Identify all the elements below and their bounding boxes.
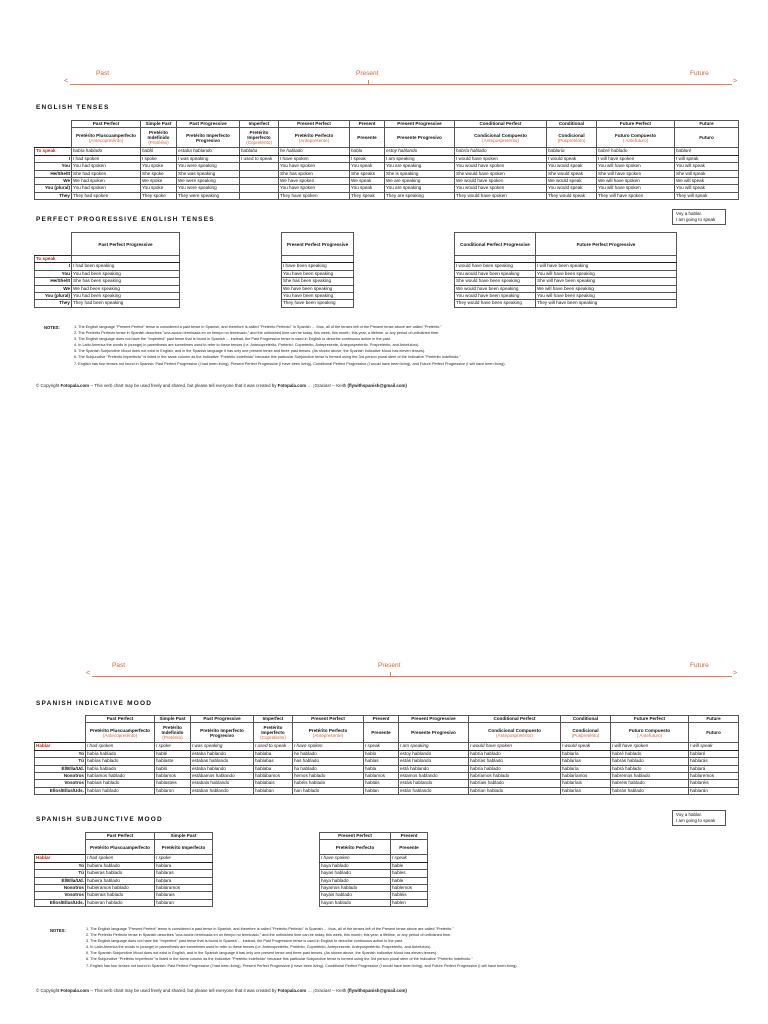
table-row: They They had been speaking They have been speaking They would have been speaking They will have been speaking <box>35 300 677 307</box>
col-header: Present Perfect Progressive <box>282 233 354 256</box>
english-infinitive-row: To speak había hablado habló estaba hablando hablaba he hablado habla estoy hablando habría hablado hablaría habré hablado hablaré <box>35 148 739 155</box>
table-row: Tú hubieras hablado hablaras hayas hablado hables <box>35 870 428 877</box>
col-header: Past Perfect Progressive <box>72 233 180 256</box>
col-header: Imperfect <box>254 716 293 723</box>
table-row: Tú habías hablado hablaste estabas hablando hablabas has hablado hablas estás hablando habrías hablado hablarías habrás hablado hablarás <box>35 758 739 765</box>
col-subheader: Pretérito Imperfecto Progresivo <box>177 128 240 148</box>
col-subheader: Pretérito Perfecto <box>320 840 391 855</box>
col-header: Past Perfect <box>86 716 155 723</box>
note-item: 2. The Pretérito Perfecto tense in Spanish describes "una acción terminada en un tiempo no terminado," and the unfinished time can be today, this week, this month, this year, a lifetime, or any period of unfinished time. <box>86 933 452 938</box>
timeline-line <box>70 84 732 85</box>
col-header: Present Progressive <box>399 716 469 723</box>
table-row: Nosotros hubiéramos hablado habláramos hayamos hablado hablemos <box>35 885 428 892</box>
col-subheader: Condicional (Pospretérito) <box>547 128 597 148</box>
col-header: Future Perfect <box>611 716 689 723</box>
col-header: Past Perfect <box>72 121 141 128</box>
col-header: Present Perfect <box>320 833 391 840</box>
progressive-tenses-title: PERFECT PROGRESSIVE ENGLISH TENSES <box>36 216 215 223</box>
timeline-future-label: Future <box>690 662 709 669</box>
table-row: He/She/It She has been speaking She has been speaking She would have been speaking She will have been speaking <box>35 278 677 285</box>
col-subheader: Pretérito Imperfecto (Copretérito) <box>254 723 293 743</box>
col-subheader: Futuro <box>675 128 739 148</box>
timeline-left-arrow: < <box>64 78 69 85</box>
table-row: Yo hubiera hablado hablara haya hablado hable <box>35 862 428 869</box>
col-header: Imperfect <box>240 121 279 128</box>
spanish-subjunctive-table <box>34 832 428 907</box>
col-header: Conditional <box>547 121 597 128</box>
col-subheader: Pretérito Indefinido (Pretérito) <box>141 128 177 148</box>
table-row: You You had been speaking You have been speaking You would have been speaking You will have been speaking <box>35 270 677 277</box>
col-subheader: Presente Progresivo <box>385 128 455 148</box>
note-item: 7. English has four tenses not found in Spanish: Past Perfect Progressive (I had been living), Present Perfect Progressive (I have been living), Conditional Perfect Progressive (I would have been living), and Future Perfect Progressive (I will have been living). <box>86 963 518 968</box>
copyright-line: © Copyright Fotopala.com -- This verb chart may be used freely and shared, but please tell everyone that it was created by Fotopala.com … ¡Gracias! -- Keith (flywithspanish@gmail.com) <box>36 383 407 388</box>
table-row: I I had spoken I spoke I was speaking I used to speak I have spoken I speak I am speaking I would have spoken I would speak I will have spoken I will speak <box>35 155 739 162</box>
timeline-present-tick <box>390 672 391 677</box>
col-subheader: Condicional Compuesto (Antepospretérito) <box>469 723 561 743</box>
note-item: 1. The English language "Present Perfect" tense is considered a past tense in Spanish, and therefore is called "Pretérito Perfecto" in Spanish … thus, all of the tenses left of the Present tense above are called "Pretérito." <box>74 325 442 329</box>
timeline-future-label: Future <box>690 70 709 77</box>
spanish-indicative-table <box>34 715 739 795</box>
note-item: 4. In Latin America the words in (orange) in parenthesis are sometimes used to refer to these tenses (i.e. Antecopretérito, Pretérito, Copretérito, Antepresente, Antepospretérito, Pospretérito, and Antefuturo). <box>74 343 420 348</box>
col-header: Future Perfect <box>597 121 675 128</box>
col-subheader: Pretérito Pluscuamperfecto <box>86 840 155 855</box>
timeline-present-label: Present <box>356 70 379 77</box>
col-subheader: Futuro <box>689 723 739 743</box>
note-item: 3. The English language does not have the "Imperfect" past tense that is found in Spanish … instead, the Past Progressive tense is used in English to describe continuous action in the past. <box>74 337 391 342</box>
notes-list <box>74 324 744 367</box>
col-subheader: Presente <box>364 723 399 743</box>
col-header: Simple Past <box>155 716 191 723</box>
table-row: They They had spoken They spoke They were speaking They have spoken They speak They are speaking They would have spoken They would speak They will have spoken They will speak <box>35 192 739 199</box>
note-item: 3. The English language does not have the "Imperfect" past tense that is found in Spanish … instead, the Past Progressive tense is used in English to describe continuous action in the past. <box>86 939 403 944</box>
timeline-present-tick <box>368 80 369 85</box>
copyright-icon: © <box>36 383 40 388</box>
english-tenses-title: ENGLISH TENSES <box>36 104 110 111</box>
table-row: He/She/It She had spoken She spoke She was speaking She has spoken She speaks She is speaking She would have spoken She would speak She will have spoken She will speak <box>35 170 739 177</box>
note-item: 5. The Spanish Subjunctive Mood does not exist in English, and in the Spanish language it has only one present tense and three past tenses. (As shown above, the Spanish Indicative Mood has eleven tenses). <box>86 951 438 956</box>
timeline-past-label: Past <box>112 662 126 669</box>
col-header: Present <box>391 833 428 840</box>
notes-list <box>86 926 746 969</box>
col-header: Future <box>689 716 739 723</box>
col-subheader: Pretérito Perfecto (Antepresente) <box>279 128 350 148</box>
col-subheader: Pretérito Imperfecto (Copretérito) <box>240 128 279 148</box>
note-item: 5. The Spanish Subjunctive Mood does not exist in English, and in the Spanish language it has only one present tense and three past tenses. (As shown above, the Spanish Indicative Mood has eleven tenses). <box>74 349 426 354</box>
col-header: Present Perfect <box>293 716 364 723</box>
spanish-subheader-row <box>35 723 739 743</box>
table-row: Vosotros habíais hablado hablasteis estabais hablando hablabais habéis hablado habláis estáis hablando habríais hablado hablaríais habréis hablado hablaréis <box>35 780 739 787</box>
timeline-past-label: Past <box>96 70 110 77</box>
notes-label: NOTES: <box>50 928 66 933</box>
col-subheader: Pretérito Perfecto (Antepresente) <box>293 723 364 743</box>
infinitive-label: To speak <box>35 148 72 155</box>
col-subheader: Presente <box>350 128 385 148</box>
timeline-right-arrow: > <box>733 670 738 677</box>
col-header: Conditional Perfect <box>455 121 547 128</box>
timeline-line <box>92 676 732 677</box>
note-item: 1. The English language "Present Perfect" tense is considered a past tense in Spanish, and therefore is called "Pretérito Perfecto" in Spanish … thus, all of the tenses left of the Present tense above are called "Pretérito." <box>86 927 454 931</box>
table-row: We We had spoken We spoke We were speaking We have spoken We speak We are speaking We would have spoken We would speak We will have spoken We will speak <box>35 178 739 185</box>
col-subheader: Condicional Compuesto (Antepospretérito) <box>455 128 547 148</box>
col-header: Present <box>350 121 385 128</box>
col-header: Conditional Perfect Progressive <box>455 233 536 256</box>
copyright-line: © Copyright Fotopala.com -- This verb chart may be used freely and shared, but please tell everyone that it was created by Fotopala.com … ¡Gracias! -- Keith (flywithspanish@gmail.com) <box>36 988 407 993</box>
note-item: 4. In Latin America the words in (orange) in parenthesis are sometimes used to refer to these tenses (i.e. Antecopretérito, Pretérito, Copretérito, Antepresente, Antepospretérito, Pospretérito, and Antefuturo). <box>86 945 432 950</box>
col-subheader: Presente <box>391 840 428 855</box>
subjunctive-infinitive-row: Hablar I had spoken I spoke I have spoken I speak <box>35 855 428 862</box>
progressive-header-row <box>35 233 677 256</box>
table-row: Él/Ella/Ud. había hablado habló estaba hablando hablaba ha hablado habla está hablando habría hablado hablaría habrá hablado hablará <box>35 765 739 772</box>
col-header: Past Perfect <box>86 833 155 840</box>
subjunctive-subheader-row <box>35 840 428 855</box>
col-subheader: Pretérito Imperfecto Progresivo <box>191 723 254 743</box>
table-row: Nosotros habíamos hablado hablamos estábamos hablando hablábamos hemos hablado hablamos estamos hablando habríamos hablado hablaríamos habremos hablado hablaremos <box>35 773 739 780</box>
col-header: Present <box>364 716 399 723</box>
col-header: Future <box>675 121 739 128</box>
timeline-left-arrow: < <box>86 670 91 677</box>
note-item: 6. The Subjunctive "Pretérito Imperfecto" is listed in the same column as the Indicative "Pretérito Indefinido" because this particular Subjunctive tense is formed using the 3rd person plural stem of the Indicative "Pretérito Indefinido." <box>86 957 473 962</box>
spanish-indicative-title: SPANISH INDICATIVE MOOD <box>36 700 153 707</box>
voy-a-hablar-box: Voy a hablar. I am going to speak <box>672 810 726 826</box>
english-tenses-table <box>34 120 739 200</box>
col-header: Simple Past <box>141 121 177 128</box>
table-row: I I had been speaking I have been speaking I would have been speaking I will have been speaking <box>35 263 677 270</box>
timeline-right-arrow: > <box>733 78 738 85</box>
table-row: You (plural) You had been speaking You have been speaking You would have been speaking You will have been speaking <box>35 293 677 300</box>
col-subheader: Pretérito Pluscuamperfecto (Antecopretérito) <box>72 128 141 148</box>
english-subheader-row <box>35 128 739 148</box>
note-item: 6. The Subjunctive "Pretérito Imperfecto" is listed in the same column as the Indicative "Pretérito Indefinido" because this particular Subjunctive tense is formed using the 3rd person plural stem of the Indicative "Pretérito Indefinido." <box>74 355 461 360</box>
col-header: Future Perfect Progressive <box>536 233 677 256</box>
voy-a-hablar-box: Voy a hablar. I am going to speak <box>672 209 726 225</box>
table-row: Vosotros hubierais hablado hablarais hayáis hablado habléis <box>35 892 428 899</box>
col-subheader: Pretérito Indefinido (Pretérito) <box>155 723 191 743</box>
col-header: Conditional <box>561 716 611 723</box>
table-row: Ellos/Ellas/Uds. hubieran hablado hablaran hayan hablado hablen <box>35 899 428 906</box>
timeline-present-label: Present <box>378 662 401 669</box>
col-header: Simple Past <box>155 833 213 840</box>
spanish-header-row <box>35 716 739 723</box>
col-subheader: Futuro Compuesto ( Antefuturo) <box>611 723 689 743</box>
table-row: We We had been speaking We have been speaking We would have been speaking We will have been speaking <box>35 285 677 292</box>
table-row: Yo había hablado hablé estaba hablando hablaba he hablado hablo estoy hablando habría hablado hablaría habré hablado hablaré <box>35 750 739 757</box>
col-subheader: Pretérito Pluscuamperfecto (Antecopretérito) <box>86 723 155 743</box>
note-item: 7. English has four tenses not found in Spanish: Past Perfect Progressive (I had been living), Present Perfect Progressive (I have been living), Conditional Perfect Progressive (I would have been living), and Future Perfect Progressive (I will have been living). <box>74 361 506 366</box>
note-item: 2. The Pretérito Perfecto tense in Spanish describes "una acción terminada en un tiempo no terminado," and the unfinished time can be today, this week, this month, this year, a lifetime, or any period of unfinished time. <box>74 331 440 336</box>
table-row: Ellos/Ellas/Uds. habían hablado hablaron estaban hablando hablaban han hablado hablan están hablando habrían hablado hablarían habrán hablado hablarán <box>35 787 739 794</box>
col-subheader: Presente Progresivo <box>399 723 469 743</box>
col-header: Past Progressive <box>191 716 254 723</box>
table-row: You You had spoken You spoke You were speaking You have spoken You speak You are speaking You would have spoken You would speak You will have spoken You will speak <box>35 163 739 170</box>
col-header: Conditional Perfect <box>469 716 561 723</box>
progressive-tenses-table <box>34 232 677 308</box>
copyright-icon: © <box>36 988 40 993</box>
progressive-infinitive-row: To speak <box>35 256 677 263</box>
col-subheader: Futuro Compuesto ( Antefuturo) <box>597 128 675 148</box>
col-header: Present Perfect <box>279 121 350 128</box>
table-row: Él/Ella/Ud. hubiera hablado hablara haya hablado hable <box>35 877 428 884</box>
spanish-infinitive-row: Hablar I had spoken I spoke I was speaking I used to speak I have spoken I speak I am speaking I would have spoken I would speak I will have spoken I will speak <box>35 743 739 750</box>
infinitive-label: Hablar <box>35 743 86 750</box>
english-header-row <box>35 121 739 128</box>
spanish-subjunctive-title: SPANISH SUBJUNCTIVE MOOD <box>36 816 163 823</box>
subjunctive-header-row <box>35 833 428 840</box>
col-header: Past Progressive <box>177 121 240 128</box>
notes-label: NOTES: <box>44 325 60 330</box>
table-row: You (plural) You had spoken You spoke You were speaking You have spoken You speak You are speaking You would have spoken You would speak You will have spoken You will speak <box>35 185 739 192</box>
col-header: Present Progressive <box>385 121 455 128</box>
col-subheader: Condicional (Pospretérito) <box>561 723 611 743</box>
col-subheader: Pretérito Imperfecto <box>155 840 213 855</box>
